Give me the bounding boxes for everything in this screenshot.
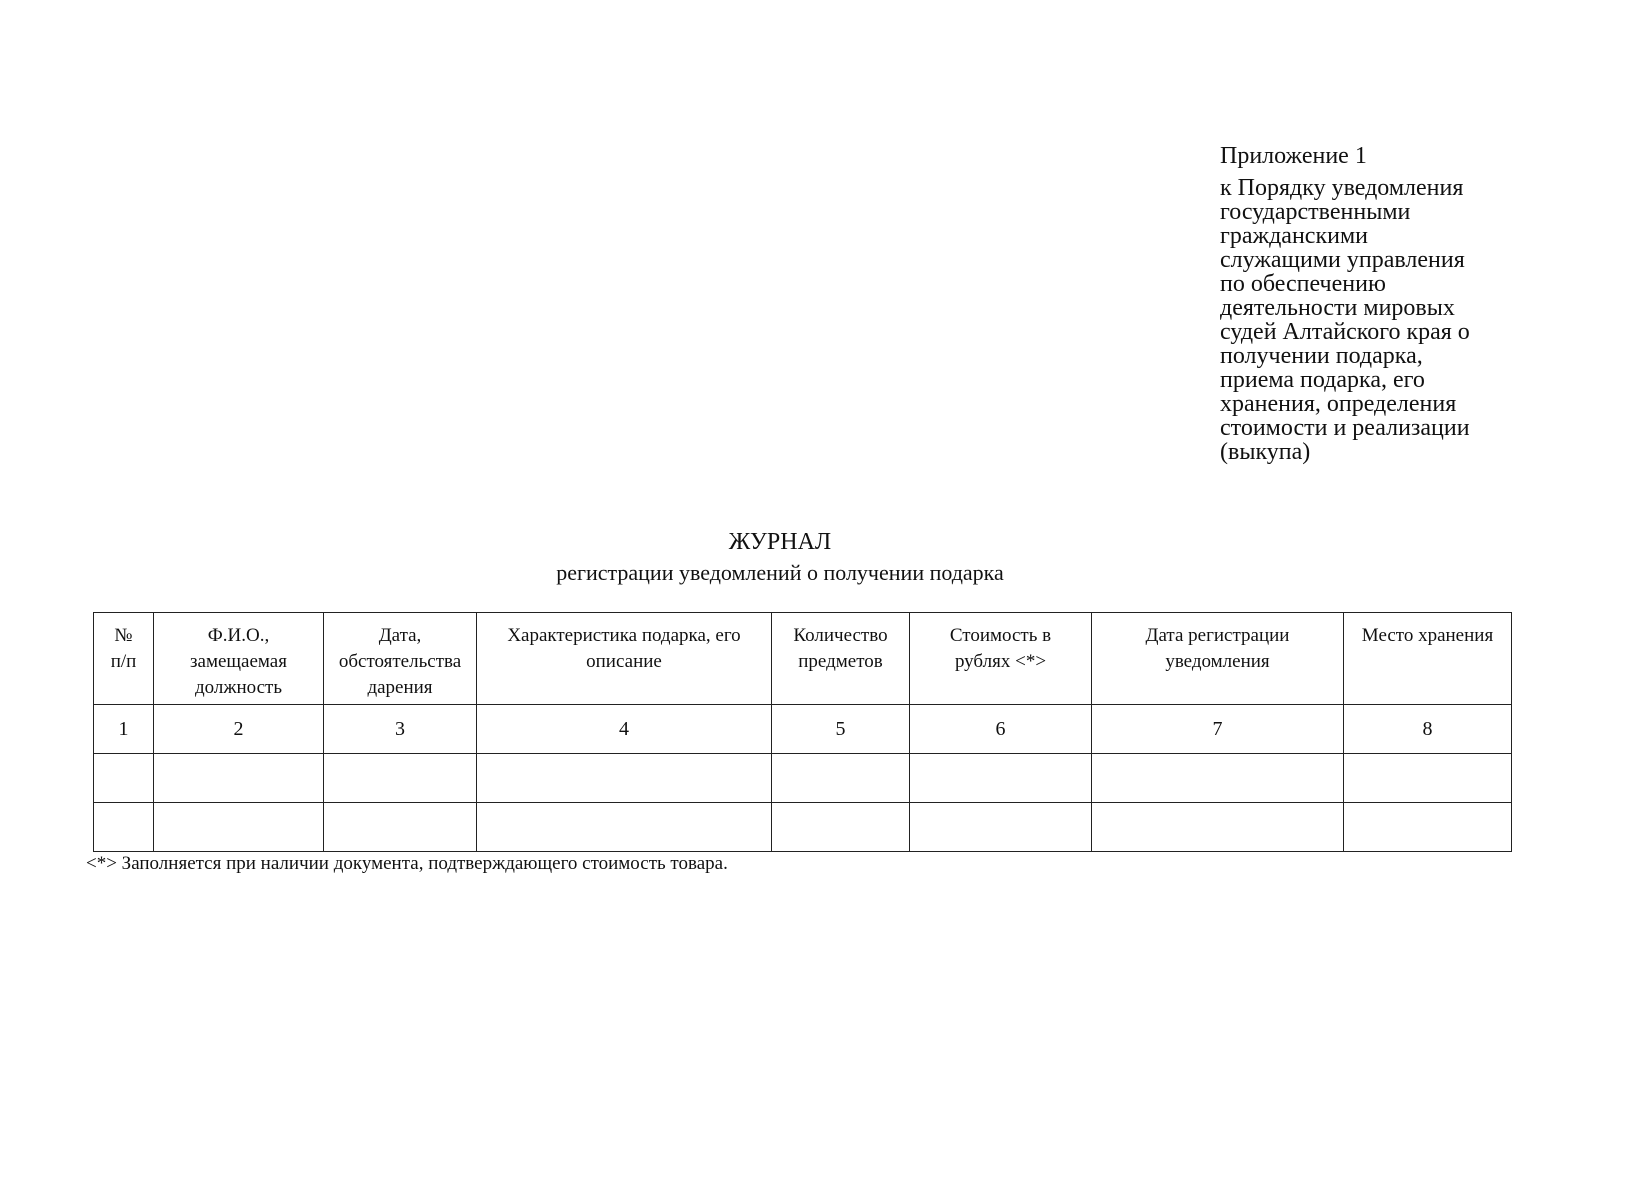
- empty-table-row: [94, 803, 1512, 852]
- column-number: 1: [94, 705, 154, 754]
- journal-title: ЖУРНАЛ: [728, 529, 832, 555]
- column-number: 2: [154, 705, 324, 754]
- column-number: 7: [1092, 705, 1344, 754]
- column-number: 3: [324, 705, 477, 754]
- empty-cell: [772, 803, 910, 852]
- empty-cell: [1092, 754, 1344, 803]
- header-gift-description: Характеристика подарка, его описание: [477, 613, 772, 705]
- appendix-block: [1220, 140, 1560, 464]
- empty-cell: [772, 754, 910, 803]
- empty-cell: [154, 754, 324, 803]
- empty-cell: [910, 803, 1092, 852]
- empty-cell: [477, 803, 772, 852]
- empty-cell: [94, 754, 154, 803]
- header-date-circumstances: Дата, обстоятельства дарения: [324, 613, 477, 705]
- empty-cell: [477, 754, 772, 803]
- header-full-name-position: Ф.И.О., замещаемая должность: [154, 613, 324, 705]
- journal-subtitle: регистрации уведомлений о получении подарка: [556, 560, 1004, 585]
- empty-cell: [154, 803, 324, 852]
- footnote: <*> Заполняется при наличии документа, подтверждающего стоимость товара.: [86, 853, 728, 874]
- appendix-body: к Порядку уведомления государственными гражданскими служащими управления по обеспечению деятельности мировых судей Алтайского края о получении подарка, приема подарка, его хранения, определения стоимости и реализации (выкупа): [1220, 175, 1470, 465]
- header-number: № п/п: [94, 613, 154, 705]
- empty-cell: [324, 803, 477, 852]
- header-storage-place: Место хранения: [1344, 613, 1512, 705]
- empty-cell: [1092, 803, 1344, 852]
- appendix-title: Приложение 1: [1220, 143, 1367, 169]
- header-item-count: Количество предметов: [772, 613, 910, 705]
- header-cost-rubles: Стоимость в рублях <*>: [910, 613, 1092, 705]
- header-registration-date: Дата регистрации уведомления: [1092, 613, 1344, 705]
- column-number: 5: [772, 705, 910, 754]
- header-row: [94, 613, 1512, 705]
- register-table: [93, 612, 1512, 852]
- column-number: 6: [910, 705, 1092, 754]
- empty-cell: [1344, 754, 1512, 803]
- column-number: 8: [1344, 705, 1512, 754]
- empty-cell: [910, 754, 1092, 803]
- empty-cell: [94, 803, 154, 852]
- empty-cell: [1344, 803, 1512, 852]
- column-number-row: [94, 705, 1512, 754]
- empty-cell: [324, 754, 477, 803]
- empty-table-row: [94, 754, 1512, 803]
- column-number: 4: [477, 705, 772, 754]
